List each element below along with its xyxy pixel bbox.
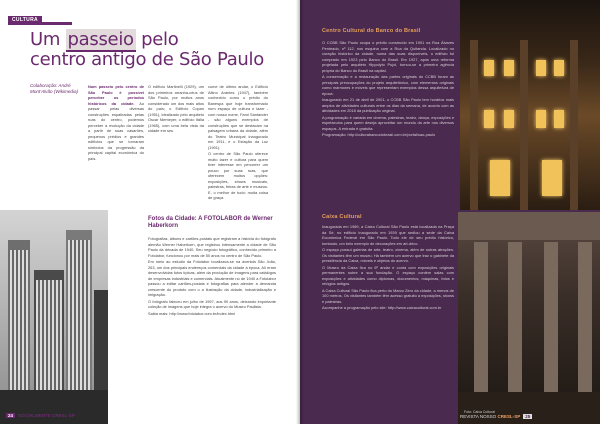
title-line2: centro antigo de São Paulo (30, 49, 264, 70)
box-paragraph-3: O fotógrafo faleceu em julho de 1997, aos 90 anos, deixando importante coleção de imagens que hoje integra o acervo do Museu Paulista. (148, 298, 276, 309)
ccbb-paragraph-4: A programação é variada em cinema, palestras, teatro, dança, exposições e espetáculos para quem deseja aproveitar um mundo da arte nos diversos espaços. A entrada é gratuita. (322, 114, 454, 131)
section-ccbb-text (322, 40, 454, 200)
ccbb-building-photo (460, 0, 600, 210)
left-footer (6, 413, 75, 418)
box-title: Fotos da Cidade: A FOTOLABOR de Werner Haberkorn (148, 216, 273, 229)
left-page-number: 24 (8, 413, 14, 418)
article-column-2 (148, 84, 204, 172)
right-footer-mag: REVISTA NOSSO (460, 414, 497, 419)
section-tag: CULTURA (8, 16, 42, 24)
left-footer-pub: CRESL-SP (52, 413, 75, 418)
page-title (30, 30, 330, 70)
historic-city-photo (0, 210, 108, 424)
title-after: pelo (135, 29, 179, 50)
col1-text: Ao passar pelas diversas construções espalhadas pelas ruas do centro, podemos perceber a evolução da cidade a partir de suas casarões, pequenos prédios e grandes edifícios que se tornaram símbolos da progressão da principal capital econômica do país. (88, 100, 145, 161)
col3-text-b: O centro de São Paulo oferece muito lazer e cultura para quem tiver interesse em percorrer um pouco por suas ruas, que oferecem muitos opções: exposições, shows musicais, palestras, feiras de arte e museus. E, o melhor de tudo: muita coisa de graça. (208, 151, 268, 200)
col3-text-a: cume de último andar, o Edifício Altino Arantes (1947), também conhecido como o prédio do Banespa que hoje transformado num espaço de cultura e lazer - com nosso nome, Farol Santander - são alguns exemplos de construções que se destacam na paisagem urbana da cidade, além do Teatro Municipal inaugurado em 1911, e o Estação da Luz (1901). (208, 84, 268, 150)
intro-lead: Num passeio pelo centro de São Paulo é possível perceber os períodos históricos da cidade. (88, 84, 144, 106)
right-footer-pub: CRESL-SP (497, 414, 521, 419)
right-page (300, 0, 600, 424)
caixa-paragraph-1: Inaugurada em 1989, a Caixa Cultural São Paulo está localizada na Praça da Sé, no edifício inaugurado em 1939 que sediou a sede da Caixa Econômica Federal em São Paulo. Todo ele de seu prédio histórico, tombado, um belo exemplo de decorações em art-déco. (322, 224, 454, 246)
caixa-paragraph-4: A Caixa Cultural São Paulo fica perto do Marco Zero da cidade, a menos de 100 metros. Os visitantes também têm acesso gratuito a exposições, shows e palestras. (322, 287, 454, 304)
box-link[interactable]: Saiba mais: http://www.fotolabor.com.br/index.html (148, 310, 236, 316)
right-footer (460, 414, 532, 419)
spread-gutter (296, 0, 304, 424)
ccbb-link[interactable]: Programação: http://culturabancodobrasil.com.br/portal/sao-paulo (322, 132, 436, 137)
box-paragraph-1: Fotografias, álbuns e cartões-postais que registram a história do fotógrafo alemão Werner Haberkorn, que registrou intensamente a cidade de São Paulo da década de 1940. Seu negócio fotográfico, conhecido primeiro a Fotolabor, funcionou por mais de 50 anos no centro de São Paulo. (148, 236, 276, 258)
caixa-paragraph-2: O espaço possui galerias de arte, teatro, cinema, além de outras atrações. Os visitantes têm um museu. Há também um acervo que traz o gabinete da presidência da Caixa, móveis e objetos do acervo. (322, 247, 454, 263)
col2-text: O edifício Martinelli (1929), um dos primeiros arranha-céus de São Paulo, por muitos anos considerado um dos mais altos do país; o Edifício Copan (1951), idealizado pelo arquiteto Oscar Niemeyer, o edifício Itália (1965), com uma bela vista da cidade em seu (148, 84, 204, 133)
caixa-interior-photo (458, 212, 600, 424)
left-footer-mag: SOCIALMENTE (18, 413, 51, 418)
section-caixa-text (322, 224, 454, 384)
box-paragraph-2: Em meio ao estúdio da Fotolabor localizava-se na avenida São João, 263, um dos principais endereços comerciais da cidade à época. Alí eram desenvolvidas fotos típicas, além da produção de imagens para catálogos de empresas industriais e comerciais. Atualmente no de 1940 a Fotolabor passou a editar cartões-postais e fotografias para atender a demanda crescente do produto com o a ilustração da cidade, industrialização e imigração. (148, 259, 276, 297)
title-before: Um (30, 29, 66, 50)
section-caixa-title: Caixa Cultural (322, 214, 362, 220)
article-column-3 (208, 84, 268, 200)
byline: Colaboração: André Mont'Alvão (Wikimedia) (30, 83, 79, 94)
box-text (148, 236, 276, 384)
section-ccbb-title: Centro Cultural do Banco do Brasil (322, 28, 421, 34)
ccbb-paragraph-1: O CCBB São Paulo ocupa o prédio construído em 1901 na Rua Álvares Penteado, nº 112, nos esquina com a Rua da Quitanda. Localizado no coração histórico da cidade, numa das suas disponíveis, o edifício foi comprado em 1923 pelo Banco do Brasil. Em 1927, após uma reforma projetada pelo arquiteto Hippolyto Pujol, tornou-se a primeira agência própria do Banco do Brasil na capital. (322, 40, 454, 73)
title-highlight: passeio (67, 29, 134, 50)
right-page-number: 25 (525, 414, 531, 419)
photo-caption: Foto: Caixa Cultural (464, 410, 495, 414)
caixa-link[interactable]: Acompanhe a programação pelo site: http://www.caixacultural.com.br (322, 305, 442, 310)
ccbb-paragraph-3: Inaugurado em 21 de abril de 2001, o CCBB São Paulo tem horários mais amplos de atividades culturais entre os dias da semana, de acordo com as atividades em 2018 da publicação original. (322, 97, 454, 113)
ccbb-paragraph-2: A conservação e a restauração das partes originais do CCBB foram as principais preocupações do projeto arquitetônico, com elementos originais como mármores e móveis que representam exemplos dessa arquitetura de época. (322, 74, 454, 96)
caixa-paragraph-3: O Museu da Caixa fica no 6º andar e conta com exposições originais permanentes sobre a sua fundação. O espaço contém salas com exposições e atividades como diplomas, documentos, máquinas, fotos e relógios antigos. (322, 264, 454, 286)
article-column-1 (88, 84, 144, 172)
